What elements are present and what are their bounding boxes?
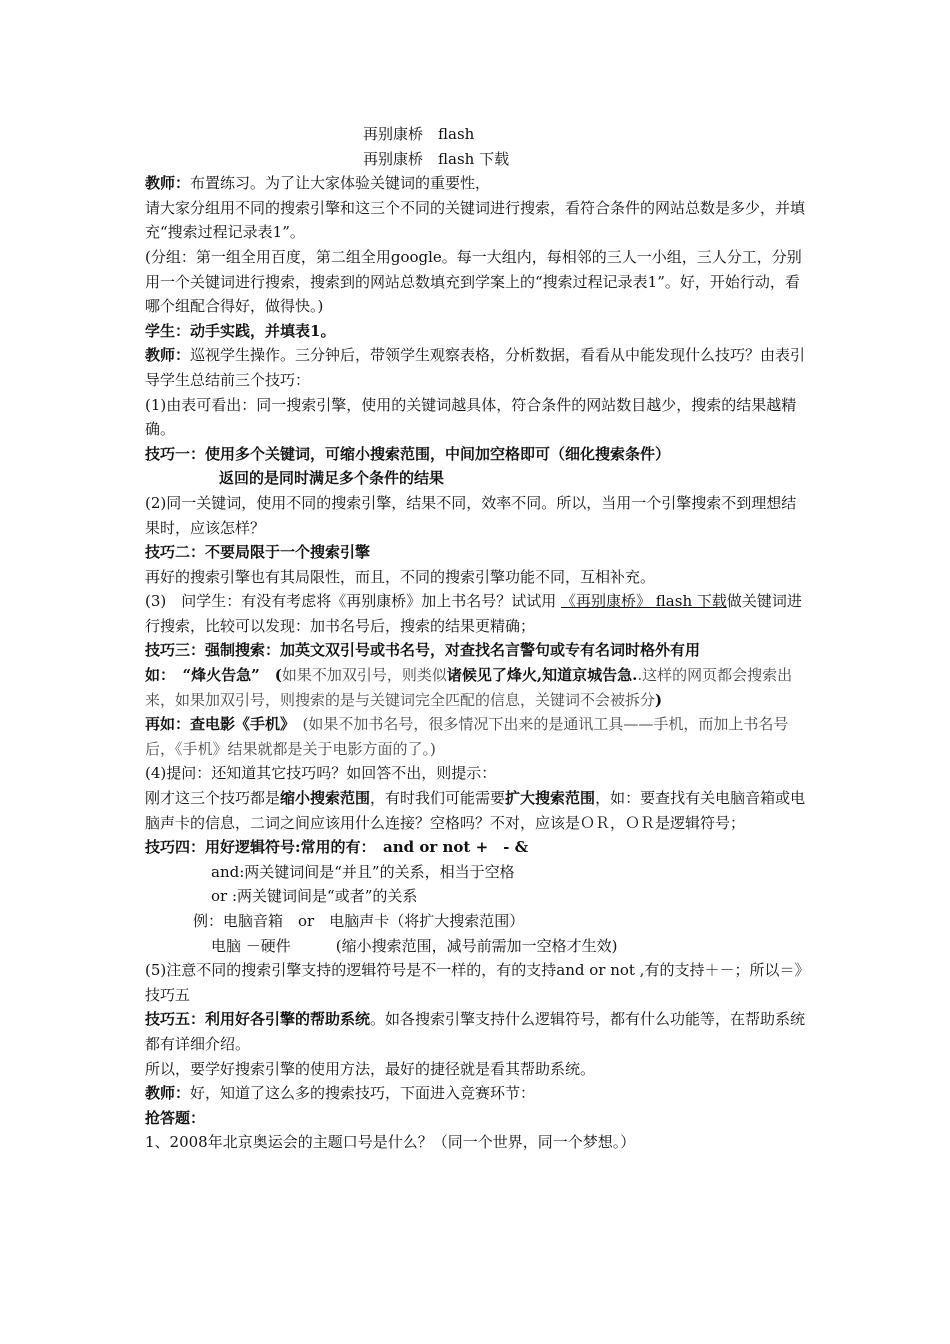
paragraph-text: ，有时我们可能需要 — [370, 789, 506, 808]
grouping-paragraph: (分组：第一组全用百度，第二组全用google。每一大组内，每相邻的三人一小组，三人分工，分别用一个关键词进行搜索，搜索到的网站总数填充到学案上的“搜索过程记录表1”。好，开始行动，看哪个组配合得好，做得快。) — [145, 247, 802, 316]
paragraph-text: 布置练习。为了让大家体验关键词的重要性， — [190, 174, 491, 193]
paragraph-text: 好，知道了这么多的搜索技巧，下面进入竞赛环节： — [190, 1084, 536, 1103]
range-paragraph — [145, 786, 810, 835]
example-minus-line: 电脑 －硬件 (缩小搜索范围，减号前需加一空格才生效) — [211, 936, 618, 955]
point-1-paragraph: (1)由表可看出：同一搜索引擎，使用的关键词越具体，符合条件的网站数目越少，搜索的结果越精确。 — [145, 395, 797, 439]
teacher-paragraph-2 — [145, 343, 810, 392]
paragraph-text: .这样的网页都会搜索出来，如果加双引号，则搜索的是与关键词完全匹配的信息，关键词不会被拆分 — [145, 666, 793, 709]
paragraph-text: 如果不加双引号，则类似 — [281, 666, 447, 685]
point-5-paragraph: (5)注意不同的搜索引擎支持的逻辑符号是不一样的，有的支持and or not ,有的支持＋－；所以＝》技巧五 — [145, 961, 810, 1004]
paragraph-text: 刚才这三个技巧都是 — [145, 789, 281, 808]
underlined-keyword: 《再别康桥》 flash 下载 — [561, 592, 727, 611]
closing-paren: ) — [655, 690, 663, 709]
tip-2-heading: 技巧二：不要局限于一个搜索引擎 — [145, 543, 371, 562]
speaker-label: 教师： — [145, 346, 191, 365]
point-4-paragraph: (4)提问：还知道其它技巧吗？如回答不出，则提示： — [145, 764, 497, 783]
example-label: 如： “烽火告急” ( — [145, 666, 282, 685]
summary-paragraph: 所以，要学好搜索引擎的使用方法，最好的捷径就是看其帮助系统。 — [145, 1059, 596, 1078]
instruction-paragraph: 请大家分组用不同的搜索引擎和这三个不同的关键词进行搜索，看符合条件的网站总数是多少，并填充“搜索过程记录表1”。 — [145, 198, 806, 242]
or-operator-line: or :两关键词间是“或者”的关系 — [211, 887, 418, 906]
example-1-paragraph — [145, 663, 810, 712]
example-phrase: 诸候见了烽火,知道京城告急. — [446, 666, 638, 685]
document-page — [145, 122, 810, 1155]
teacher-paragraph-3 — [145, 1081, 810, 1106]
emphasis-expand: 扩大搜索范围 — [505, 789, 596, 808]
keyword-line-2: 再别康桥 flash 下载 — [363, 149, 510, 168]
tip-1-heading: 技巧一：使用多个关键词，可缩小搜索范围，中间加空格即可（细化搜索条件） — [145, 444, 671, 463]
quiz-question-1: 1、2008年北京奥运会的主题口号是什么？（同一个世界，同一个梦想。） — [145, 1133, 636, 1152]
tip-4-heading: 技巧四：用好逻辑符号:常用的有： and or not + - & — [145, 838, 529, 857]
paragraph-text: ，如：要查找有关电脑音箱或电脑声卡的信息，二词之间应该用什么连接？空格吗？不对，应该是ＯＲ，ＯＲ是逻辑符号； — [145, 789, 806, 832]
teacher-paragraph-1 — [145, 171, 810, 196]
and-operator-line: and:两关键词间是“并且”的关系，相当于空格 — [211, 862, 515, 881]
tip-1-subline: 返回的是同时满足多个条件的结果 — [219, 469, 445, 488]
paragraph-text: (如果不加书名号，很多情况下出来的是通讯工具——手机，而加上书名号后，《手机》结果就都是关于电影方面的了。) — [145, 715, 789, 758]
point-3-paragraph — [145, 589, 810, 638]
tip-5-paragraph — [145, 1007, 810, 1056]
speaker-label: 教师： — [145, 174, 191, 193]
quiz-heading: 抢答题： — [145, 1108, 206, 1127]
example-label: 再如：查电影《手机》 — [145, 715, 288, 734]
student-paragraph: 学生：动手实践，并填表1。 — [145, 321, 336, 340]
example-2-paragraph — [145, 712, 810, 761]
tip-3-heading: 技巧三：强制搜索：加英文双引号或书名号，对查找名言警句或专有名词时格外有用 — [145, 641, 701, 660]
paragraph-text: 做关键词进行搜索，比较可以发现：加书名号后，搜索的结果更精确； — [145, 592, 802, 635]
tip-5-heading: 技巧五：利用好各引擎的帮助系统 — [145, 1010, 371, 1029]
tip-2-explanation: 再好的搜索引擎也有其局限性，而且，不同的搜索引擎功能不同，互相补充。 — [145, 567, 656, 586]
emphasis-narrow: 缩小搜索范围 — [280, 789, 371, 808]
point-2-paragraph: (2)同一关键词，使用不同的搜索引擎，结果不同，效率不同。所以，当用一个引擎搜索不到理想结果时，应该怎样？ — [145, 493, 797, 537]
keyword-line-1: 再别康桥 flash — [363, 125, 475, 143]
example-or-line: 例：电脑音箱 or 电脑声卡（将扩大搜索范围） — [193, 912, 525, 930]
paragraph-text: 巡视学生操作。三分钟后，带领学生观察表格，分析数据，看看从中能发现什么技巧？由表引导学生总结前三个技巧： — [145, 346, 806, 389]
paragraph-text: (3) 问学生：有没有考虑将《再别康桥》加上书名号？试试用 — [145, 592, 562, 611]
speaker-label: 教师： — [145, 1084, 191, 1103]
paragraph-text: 。如各搜索引擎支持什么逻辑符号，都有什么功能等，在帮助系统都有详细介绍。 — [145, 1010, 806, 1053]
